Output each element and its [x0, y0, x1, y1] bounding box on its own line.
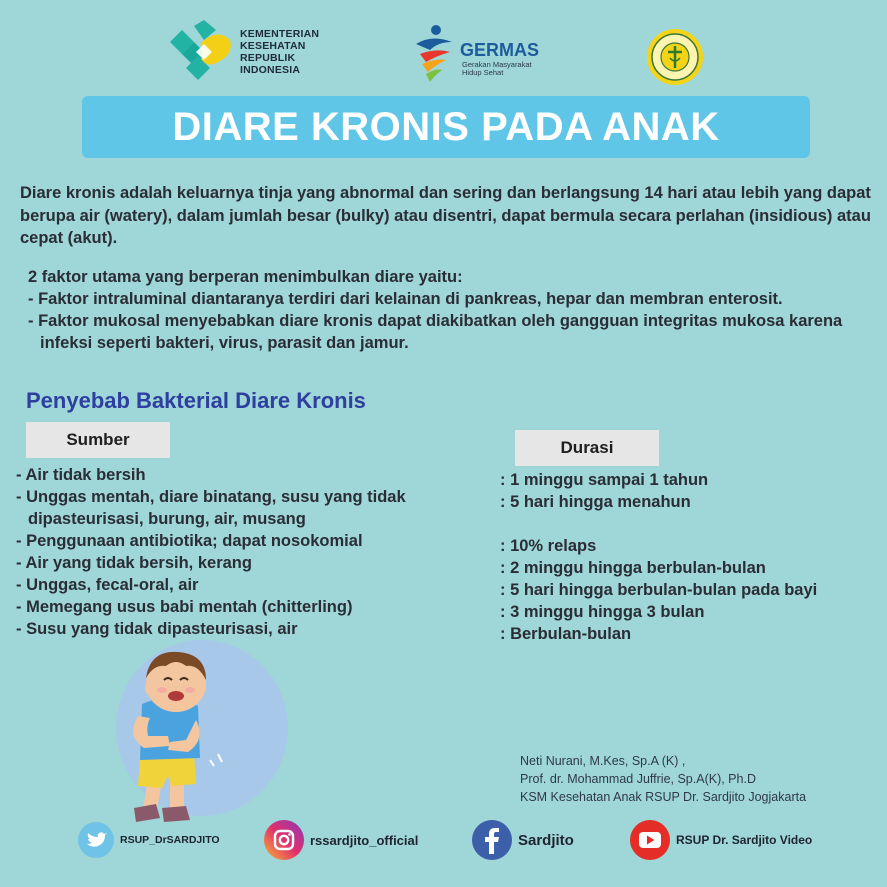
facebook-icon: [472, 820, 512, 860]
factor-item: - Faktor intraluminal diantaranya terdiri dari kelainan di pankreas, hepar dan membran enterosit.: [28, 290, 783, 308]
sumber-list: [16, 464, 496, 640]
facebook-link[interactable]: [472, 818, 574, 862]
germas-subtitle-2: Hidup Sehat: [462, 68, 504, 77]
durasi-label-box: [515, 430, 659, 466]
sick-child-illustration: [106, 636, 296, 836]
list-item: : Berbulan-bulan: [500, 625, 632, 643]
rs-sardjito-seal-icon: [646, 28, 704, 86]
youtube-link[interactable]: [630, 818, 812, 862]
list-item: - Unggas, fecal-oral, air: [16, 576, 199, 594]
sumber-label-box: [26, 422, 170, 458]
facebook-handle: Sardjito: [518, 831, 574, 849]
twitter-link[interactable]: [78, 818, 220, 862]
list-item: - Air yang tidak bersih, kerang: [16, 554, 252, 572]
instagram-handle: rssardjito_official: [310, 832, 419, 848]
list-item: : 10% relaps: [500, 537, 597, 555]
author-line: Prof. dr. Mohammad Juffrie, Sp.A(K), Ph.D: [520, 772, 756, 786]
factors-section: [28, 266, 878, 354]
page-title: DIARE KRONIS PADA ANAK: [172, 104, 720, 149]
germas-figure-icon: [412, 24, 462, 84]
kemenkes-emblem-icon: [168, 20, 234, 82]
title-banner: [82, 96, 810, 158]
list-item: : 3 minggu hingga 3 bulan: [500, 603, 705, 621]
list-item: - Air tidak bersih: [16, 466, 146, 484]
list-item: - Unggas mentah, diare binatang, susu yang tidak dipasteurisasi, burung, air, musang: [16, 488, 406, 528]
section-heading: Penyebab Bakterial Diare Kronis: [26, 388, 366, 413]
list-item: : 1 minggu sampai 1 tahun: [500, 471, 709, 489]
factor-item: - Faktor mukosal menyebabkan diare kronis dapat diakibatkan oleh gangguan integritas mukosa karena infeksi seperti bakteri, virus, parasit dan jamur.: [28, 312, 843, 352]
list-item: : 5 hari hingga menahun: [500, 493, 691, 511]
list-item: : 2 minggu hingga berbulan-bulan: [500, 559, 766, 577]
youtube-icon: [630, 820, 670, 860]
kemenkes-logo: [168, 20, 328, 82]
instagram-link[interactable]: [264, 818, 418, 862]
kemenkes-line-4: INDONESIA: [240, 64, 301, 76]
durasi-list: [500, 469, 885, 645]
list-item: - Susu yang tidak dipasteurisasi, air: [16, 620, 298, 638]
author-line: Neti Nurani, M.Kes, Sp.A (K) ,: [520, 754, 686, 768]
list-item: - Memegang usus babi mentah (chitterling): [16, 598, 353, 616]
sumber-label: Sumber: [66, 430, 130, 449]
intro-paragraph: Diare kronis adalah keluarnya tinja yang abnormal dan sering dan berlangsung 14 hari atau lebih yang dapat berupa air (watery), dalam jumlah besar (bulky) atau disentri, dapat bermula secara perlahan (insidious) atau cepat (akut).: [20, 184, 871, 247]
list-item: - Penggunaan antibiotika; dapat nosokomial: [16, 532, 363, 550]
instagram-icon: [264, 820, 304, 860]
germas-title: GERMAS: [460, 40, 540, 60]
list-item: : 5 hari hingga berbulan-bulan pada bayi: [500, 581, 818, 599]
twitter-icon: [78, 822, 114, 858]
author-line: KSM Kesehatan Anak RSUP Dr. Sardjito Jogjakarta: [520, 790, 807, 804]
germas-logo: [412, 24, 552, 84]
kemenkes-line-2: KESEHATAN: [240, 40, 306, 52]
twitter-handle: RSUP_DrSARDJITO: [120, 834, 220, 846]
durasi-label: Durasi: [560, 438, 614, 457]
author-credits: [520, 752, 806, 806]
germas-subtitle-1: Gerakan Masyarakat: [462, 60, 532, 69]
kemenkes-line-3: REPUBLIK: [240, 52, 296, 64]
kemenkes-line-1: KEMENTERIAN: [240, 28, 320, 40]
youtube-channel: RSUP Dr. Sardjito Video: [676, 833, 813, 847]
factors-heading: 2 faktor utama yang berperan menimbulkan diare yaitu:: [28, 268, 463, 286]
